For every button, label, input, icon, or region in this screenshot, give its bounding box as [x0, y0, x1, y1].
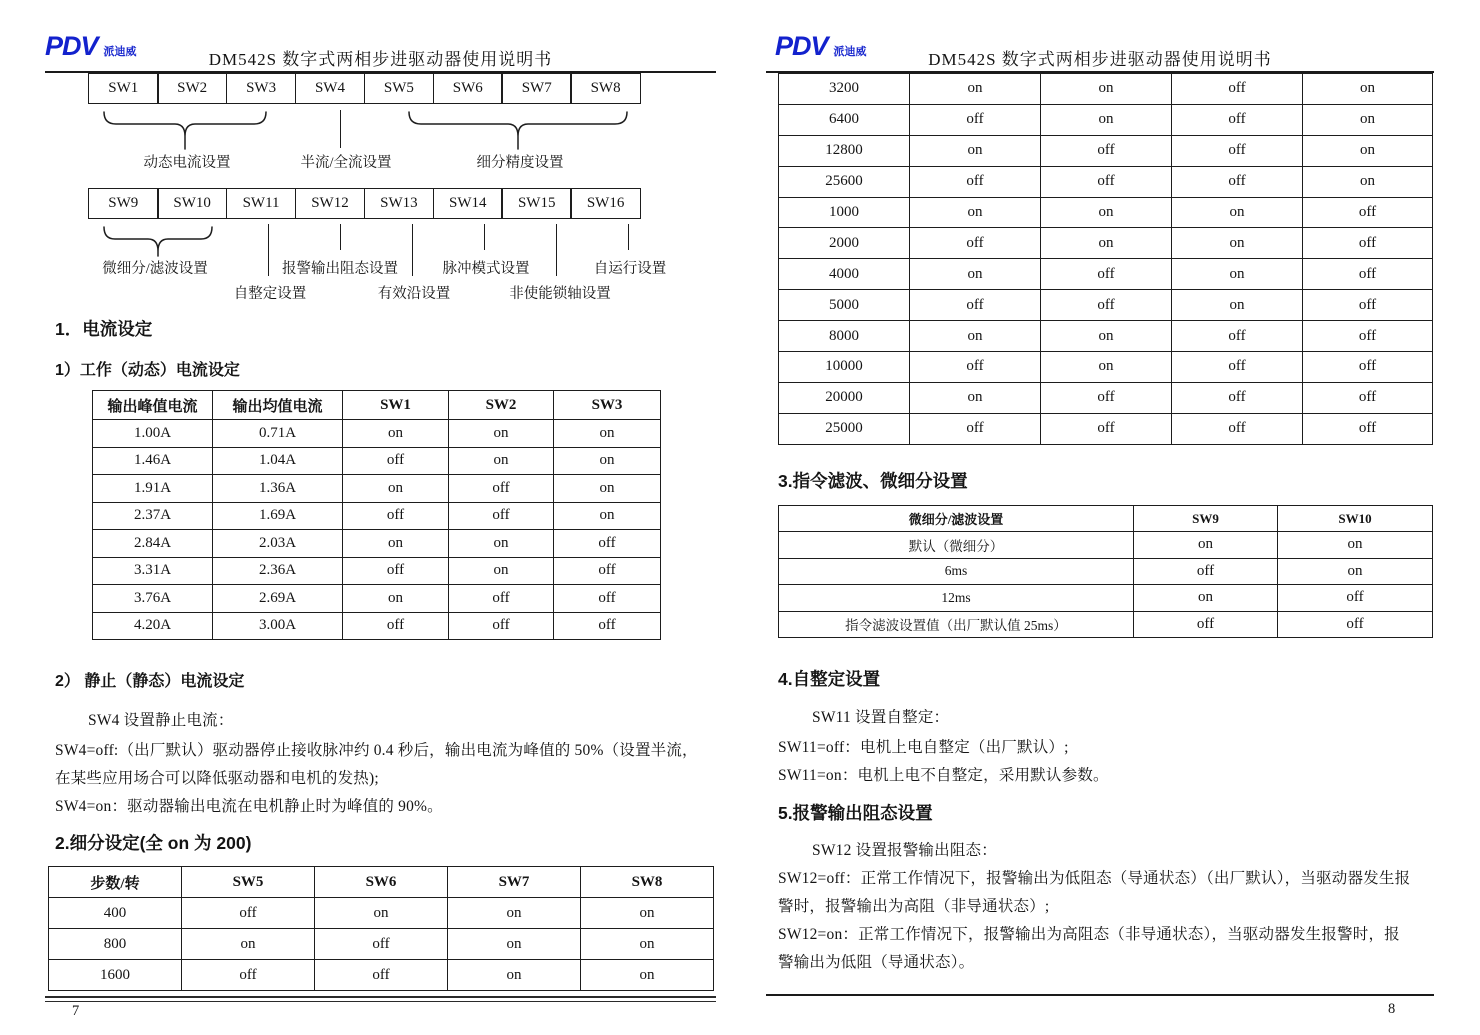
table-cell: 10000 [779, 352, 910, 383]
table-cell: on [554, 447, 661, 475]
table-cell: on [1172, 259, 1303, 290]
table-cell: off [1303, 228, 1433, 259]
column-header: 步数/转 [49, 867, 182, 898]
table-cell: 4000 [779, 259, 910, 290]
dynamic-current-table [92, 390, 661, 640]
table-row [93, 475, 661, 503]
table-row [779, 382, 1433, 413]
table-cell: on [581, 960, 714, 991]
table-cell: 1.36A [213, 475, 343, 503]
table-row [93, 502, 661, 530]
table-cell: off [1134, 611, 1278, 638]
table-cell: on [1303, 166, 1433, 197]
table-cell: on [1134, 532, 1278, 559]
section-3-heading: 3.指令滤波、微细分设置 [778, 471, 968, 491]
table-cell: 1.91A [93, 475, 213, 503]
table-cell: 12ms [779, 585, 1134, 612]
table-cell: 20000 [779, 382, 910, 413]
paragraph-line: SW4 设置静止电流： [88, 712, 234, 729]
table-cell: on [1303, 74, 1433, 105]
paragraph-line: SW12 设置报警输出阻态： [812, 842, 997, 859]
table-row [93, 557, 661, 585]
table-cell: 5000 [779, 290, 910, 321]
pdv-logo-subtext: 派迪威 [103, 46, 137, 58]
table-cell: 3.76A [93, 585, 213, 613]
microstep-table [48, 866, 714, 991]
table-cell: on [1041, 321, 1172, 352]
table-row [779, 290, 1433, 321]
table-cell: off [1041, 259, 1172, 290]
table-row [779, 228, 1433, 259]
column-header: SW9 [1134, 506, 1278, 532]
table-header-row [779, 506, 1433, 532]
table-cell: off [910, 352, 1041, 383]
table-cell: off [1303, 321, 1433, 352]
table-cell: off [1278, 611, 1433, 638]
column-header: SW7 [448, 867, 581, 898]
section-5-heading: 5.报警输出阻态设置 [778, 803, 933, 823]
table-cell: 1.69A [213, 502, 343, 530]
sw-cell-sw5: SW5 [364, 73, 435, 104]
page-title: DM542S 数字式两相步进驱动器使用说明书 [208, 50, 553, 69]
microstep-table-continued [778, 73, 1433, 445]
table-cell: 12800 [779, 135, 910, 166]
table-cell: 1.04A [213, 447, 343, 475]
table-cell: off [1041, 290, 1172, 321]
underbrace-icon [103, 226, 213, 258]
section-2-heading: 2.细分设定(全 on 为 200) [55, 833, 252, 853]
table-cell: 2000 [779, 228, 910, 259]
paragraph-line: SW11 设置自整定： [812, 709, 950, 726]
table-cell: on [910, 259, 1041, 290]
table-cell: 6400 [779, 104, 910, 135]
pointer-line-sw15 [556, 224, 557, 276]
table-cell: off [1303, 197, 1433, 228]
table-row [779, 413, 1433, 444]
pointer-line-sw4 [340, 110, 341, 148]
table-cell: off [1172, 104, 1303, 135]
table-row [779, 74, 1433, 105]
table-cell: 2.69A [213, 585, 343, 613]
table-cell: on [1303, 104, 1433, 135]
table-cell: off [1172, 135, 1303, 166]
column-header: SW5 [182, 867, 315, 898]
table-row [779, 558, 1433, 585]
table-header-row [93, 391, 661, 420]
table-cell: on [910, 135, 1041, 166]
table-cell: off [1303, 382, 1433, 413]
pdv-logo-text: PDV [775, 31, 828, 61]
sw-cell-sw1: SW1 [88, 73, 159, 104]
table-row [779, 259, 1433, 290]
table-cell: 400 [49, 898, 182, 929]
sw-cell-sw7: SW7 [501, 73, 572, 104]
table-row [779, 611, 1433, 638]
table-cell: 2.36A [213, 557, 343, 585]
table-cell: off [554, 530, 661, 558]
paragraph-line: SW11=on：电机上电不自整定，采用默认参数。 [778, 767, 1109, 784]
paragraph-line: SW11=off：电机上电自整定（出厂默认）; [778, 739, 1069, 756]
pointer-line-sw11 [268, 224, 269, 276]
table-cell: 默认（微细分） [779, 532, 1134, 559]
table-cell: off [554, 585, 661, 613]
paragraph-line: 在某些应用场合可以降低驱动器和电机的发热); [55, 770, 379, 787]
table-cell: 8000 [779, 321, 910, 352]
table-cell: off [343, 502, 449, 530]
table-cell: 1000 [779, 197, 910, 228]
table-cell: on [1172, 197, 1303, 228]
pointer-line-sw14 [484, 224, 485, 250]
table-row [779, 197, 1433, 228]
table-cell: on [1041, 228, 1172, 259]
table-row [93, 447, 661, 475]
table-header-row [49, 867, 714, 898]
group-label-dynamic-current: 动态电流设置 [143, 155, 231, 171]
sw-cell-sw3: SW3 [226, 73, 297, 104]
filter-table [778, 505, 1433, 638]
table-cell: on [554, 502, 661, 530]
paragraph-line: SW12=off：正常工作情况下，报警输出为低阻态（导通状态）（出厂默认），当驱动器发生报 [778, 870, 1411, 887]
table-row [779, 352, 1433, 383]
table-cell: off [1041, 135, 1172, 166]
table-cell: off [343, 612, 449, 640]
table-cell: on [910, 197, 1041, 228]
table-cell: off [910, 166, 1041, 197]
table-cell: 指令滤波设置值（出厂默认值 25ms） [779, 611, 1134, 638]
group-label-self-run: 自运行设置 [593, 261, 667, 277]
table-cell: off [182, 960, 315, 991]
table-cell: on [343, 585, 449, 613]
table-cell: 3.31A [93, 557, 213, 585]
table-cell: on [343, 530, 449, 558]
footer-rule [45, 996, 716, 1002]
underbrace-icon [408, 111, 628, 151]
table-cell: off [1041, 413, 1172, 444]
table-cell: off [315, 960, 448, 991]
table-row [49, 898, 714, 929]
page-title: DM542S 数字式两相步进驱动器使用说明书 [928, 50, 1272, 69]
sw-cell-sw11: SW11 [226, 188, 297, 219]
table-row [93, 420, 661, 448]
table-cell: 25000 [779, 413, 910, 444]
column-header: SW8 [581, 867, 714, 898]
sw-cell-sw4: SW4 [295, 73, 366, 104]
table-cell: off [1172, 74, 1303, 105]
group-label-pulse-mode: 脉冲模式设置 [442, 261, 530, 277]
table-row [779, 585, 1433, 612]
column-header: SW6 [315, 867, 448, 898]
group-label-self-tuning: 自整定设置 [233, 286, 307, 302]
table-cell: off [554, 557, 661, 585]
table-row [49, 929, 714, 960]
table-cell: off [1303, 352, 1433, 383]
page-number-right: 8 [1388, 1001, 1396, 1017]
table-cell: on [1041, 197, 1172, 228]
paragraph-line: SW4=off:（出厂默认）驱动器停止接收脉冲约 0.4 秒后，输出电流为峰值的 50%（设置半流， [55, 742, 698, 759]
table-cell: on [449, 420, 554, 448]
table-cell: off [1172, 382, 1303, 413]
table-cell: on [554, 475, 661, 503]
pdv-logo-subtext: 派迪威 [833, 46, 867, 58]
column-header: SW2 [449, 391, 554, 420]
table-cell: on [910, 74, 1041, 105]
table-cell: off [449, 502, 554, 530]
table-cell: on [1278, 532, 1433, 559]
table-cell: 1.00A [93, 420, 213, 448]
table-cell: on [449, 557, 554, 585]
table-row [93, 530, 661, 558]
table-cell: on [1041, 104, 1172, 135]
sw-cell-sw14: SW14 [433, 188, 504, 219]
group-label-microstep-precision: 细分精度设置 [476, 155, 564, 171]
column-header: 微细分/滤波设置 [779, 506, 1134, 532]
table-cell: off [554, 612, 661, 640]
sw-cell-sw9: SW9 [88, 188, 159, 219]
table-cell: on [1041, 74, 1172, 105]
section-1-heading: 1．电流设定 [55, 319, 153, 339]
table-cell: off [910, 104, 1041, 135]
table-row [49, 960, 714, 991]
table-cell: off [1134, 558, 1278, 585]
table-cell: 4.20A [93, 612, 213, 640]
table-cell: 3.00A [213, 612, 343, 640]
table-row [779, 104, 1433, 135]
sw-cell-sw2: SW2 [157, 73, 228, 104]
table-cell: on [554, 420, 661, 448]
table-cell: off [1172, 321, 1303, 352]
section-1-sub2-heading: 2） 静止（静态）电流设定 [55, 673, 245, 690]
table-row [779, 321, 1433, 352]
table-cell: off [1303, 290, 1433, 321]
table-cell: off [1303, 259, 1433, 290]
table-cell: 0.71A [213, 420, 343, 448]
table-cell: 25600 [779, 166, 910, 197]
table-cell: off [910, 413, 1041, 444]
column-header: 输出均值电流 [213, 391, 343, 420]
table-cell: on [449, 447, 554, 475]
pointer-line-sw13 [412, 224, 413, 276]
table-cell: 1.46A [93, 447, 213, 475]
paragraph-line: 警输出为低阻（导通状态）。 [778, 954, 975, 971]
table-cell: off [1172, 166, 1303, 197]
underbrace-icon [103, 111, 267, 151]
table-cell: off [449, 475, 554, 503]
paragraph-line: SW4=on：驱动器输出电流在电机静止时为峰值的 90%。 [55, 798, 443, 815]
table-cell: off [1303, 413, 1433, 444]
table-cell: on [343, 475, 449, 503]
table-row [93, 585, 661, 613]
sw-cell-sw16: SW16 [570, 188, 641, 219]
column-header: 输出峰值电流 [93, 391, 213, 420]
table-cell: on [448, 960, 581, 991]
table-cell: on [449, 530, 554, 558]
table-cell: 3200 [779, 74, 910, 105]
table-cell: off [1172, 413, 1303, 444]
sw-cell-sw12: SW12 [295, 188, 366, 219]
paragraph-line: 警时，报警输出为高阻（非导通状态）; [778, 898, 1050, 915]
table-cell: on [581, 898, 714, 929]
table-cell: 1600 [49, 960, 182, 991]
table-cell: off [449, 585, 554, 613]
table-cell: 800 [49, 929, 182, 960]
table-cell: off [343, 447, 449, 475]
table-cell: 2.03A [213, 530, 343, 558]
sw-cell-sw13: SW13 [364, 188, 435, 219]
table-cell: on [1041, 352, 1172, 383]
table-cell: off [910, 228, 1041, 259]
table-cell: on [1172, 290, 1303, 321]
table-cell: on [1278, 558, 1433, 585]
pointer-line-sw12 [340, 224, 341, 250]
sw-cell-sw15: SW15 [501, 188, 572, 219]
table-cell: off [182, 898, 315, 929]
sw-cell-sw6: SW6 [433, 73, 504, 104]
table-cell: on [448, 898, 581, 929]
table-cell: off [910, 290, 1041, 321]
table-row [779, 166, 1433, 197]
table-cell: on [182, 929, 315, 960]
table-cell: off [315, 929, 448, 960]
section-1-sub1-heading: 1）工作（动态）电流设定 [55, 362, 240, 379]
table-cell: 6ms [779, 558, 1134, 585]
table-cell: on [448, 929, 581, 960]
group-label-alarm-output: 报警输出阻态设置 [282, 261, 398, 277]
group-label-disable-lock: 非使能锁轴设置 [509, 286, 611, 302]
table-cell: off [343, 557, 449, 585]
table-row [779, 135, 1433, 166]
paragraph-line: SW12=on：正常工作情况下，报警输出为高阻态（非导通状态），当驱动器发生报警时，报 [778, 926, 1400, 943]
table-cell: on [1303, 135, 1433, 166]
dip-switch-row-2 [88, 188, 641, 219]
table-cell: 2.84A [93, 530, 213, 558]
table-cell: off [1041, 382, 1172, 413]
table-cell: off [1278, 585, 1433, 612]
table-cell: on [1134, 585, 1278, 612]
dip-switch-row-1 [88, 73, 641, 104]
table-cell: on [1172, 228, 1303, 259]
table-cell: 2.37A [93, 502, 213, 530]
table-cell: off [449, 612, 554, 640]
group-label-half-full-current: 半流/全流设置 [300, 155, 392, 171]
table-cell: off [1041, 166, 1172, 197]
table-row [93, 612, 661, 640]
table-row [779, 532, 1433, 559]
column-header: SW3 [554, 391, 661, 420]
sw-cell-sw10: SW10 [157, 188, 228, 219]
table-cell: on [581, 929, 714, 960]
section-4-heading: 4.自整定设置 [778, 669, 881, 689]
table-cell: on [910, 321, 1041, 352]
group-label-microstep-filter: 微细分/滤波设置 [102, 261, 208, 277]
footer-rule [766, 994, 1434, 996]
sw-cell-sw8: SW8 [570, 73, 641, 104]
column-header: SW10 [1278, 506, 1433, 532]
page-number-left: 7 [72, 1003, 80, 1019]
column-header: SW1 [343, 391, 449, 420]
pointer-line-sw16 [628, 224, 629, 250]
table-cell: on [910, 382, 1041, 413]
table-cell: off [1172, 352, 1303, 383]
table-cell: on [315, 898, 448, 929]
group-label-active-edge: 有效沿设置 [377, 286, 451, 302]
table-cell: on [343, 420, 449, 448]
pdv-logo-text: PDV [45, 31, 98, 61]
